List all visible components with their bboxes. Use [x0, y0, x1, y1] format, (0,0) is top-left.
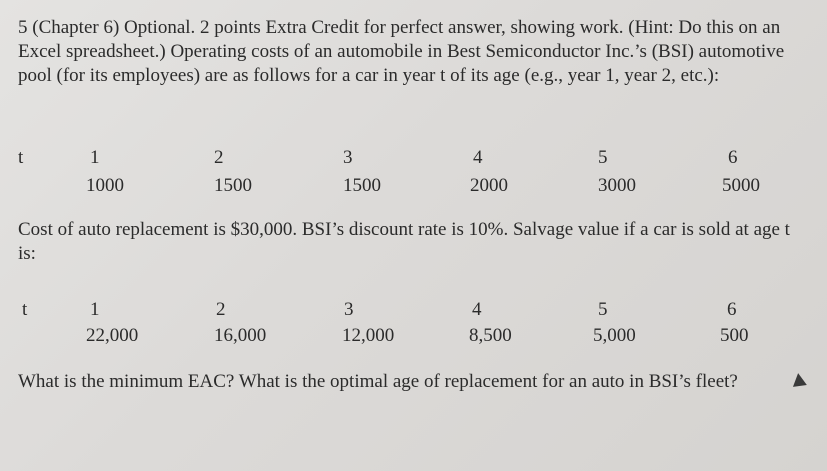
- salvage-year: 5: [598, 299, 608, 320]
- salvage-t-label: t: [22, 299, 28, 320]
- operating-year-row: [0, 146, 827, 170]
- salvage-year: 4: [472, 299, 482, 320]
- operating-cost: 1500: [343, 175, 381, 196]
- operating-cost: 5000: [722, 175, 760, 196]
- cursor-arrow-icon: [791, 372, 807, 387]
- operating-cost: 1000: [86, 175, 124, 196]
- salvage-year: 1: [90, 299, 100, 320]
- operating-year: 2: [214, 147, 224, 168]
- salvage-year: 6: [727, 299, 737, 320]
- operating-year: 1: [90, 147, 100, 168]
- salvage-year-row: [0, 298, 827, 322]
- salvage-value: 22,000: [86, 325, 139, 346]
- salvage-value: 500: [720, 325, 749, 346]
- problem-intro: 5 (Chapter 6) Optional. 2 points Extra Credit for perfect answer, showing work. (Hint: Do this on an Excel spreadsheet.) Operating costs of an automobile in Best Semiconductor Inc.’s (BSI) automotive pool (for its employees) are as follows for a car in year t of its age (e.g., year 1, year 2, etc.):: [18, 17, 785, 86]
- operating-year: 3: [343, 147, 353, 168]
- operating-year: 4: [473, 147, 483, 168]
- replacement-text: Cost of auto replacement is $30,000. BSI’s discount rate is 10%. Salvage value if a car is sold at age t is:: [18, 219, 790, 264]
- operating-year: 6: [728, 147, 738, 168]
- question-text: What is the minimum EAC? What is the optimal age of replacement for an auto in BSI’s fleet?: [18, 371, 738, 392]
- salvage-year: 3: [344, 299, 354, 320]
- operating-year: 5: [598, 147, 608, 168]
- operating-cost: 2000: [470, 175, 508, 196]
- operating-t-label: t: [18, 147, 24, 168]
- operating-cost: 3000: [598, 175, 636, 196]
- salvage-year: 2: [216, 299, 226, 320]
- salvage-value: 5,000: [593, 325, 636, 346]
- salvage-value: 8,500: [469, 325, 512, 346]
- operating-value-row: [0, 174, 827, 198]
- salvage-value-row: [0, 324, 827, 348]
- operating-cost: 1500: [214, 175, 252, 196]
- salvage-value: 12,000: [342, 325, 395, 346]
- salvage-value: 16,000: [214, 325, 267, 346]
